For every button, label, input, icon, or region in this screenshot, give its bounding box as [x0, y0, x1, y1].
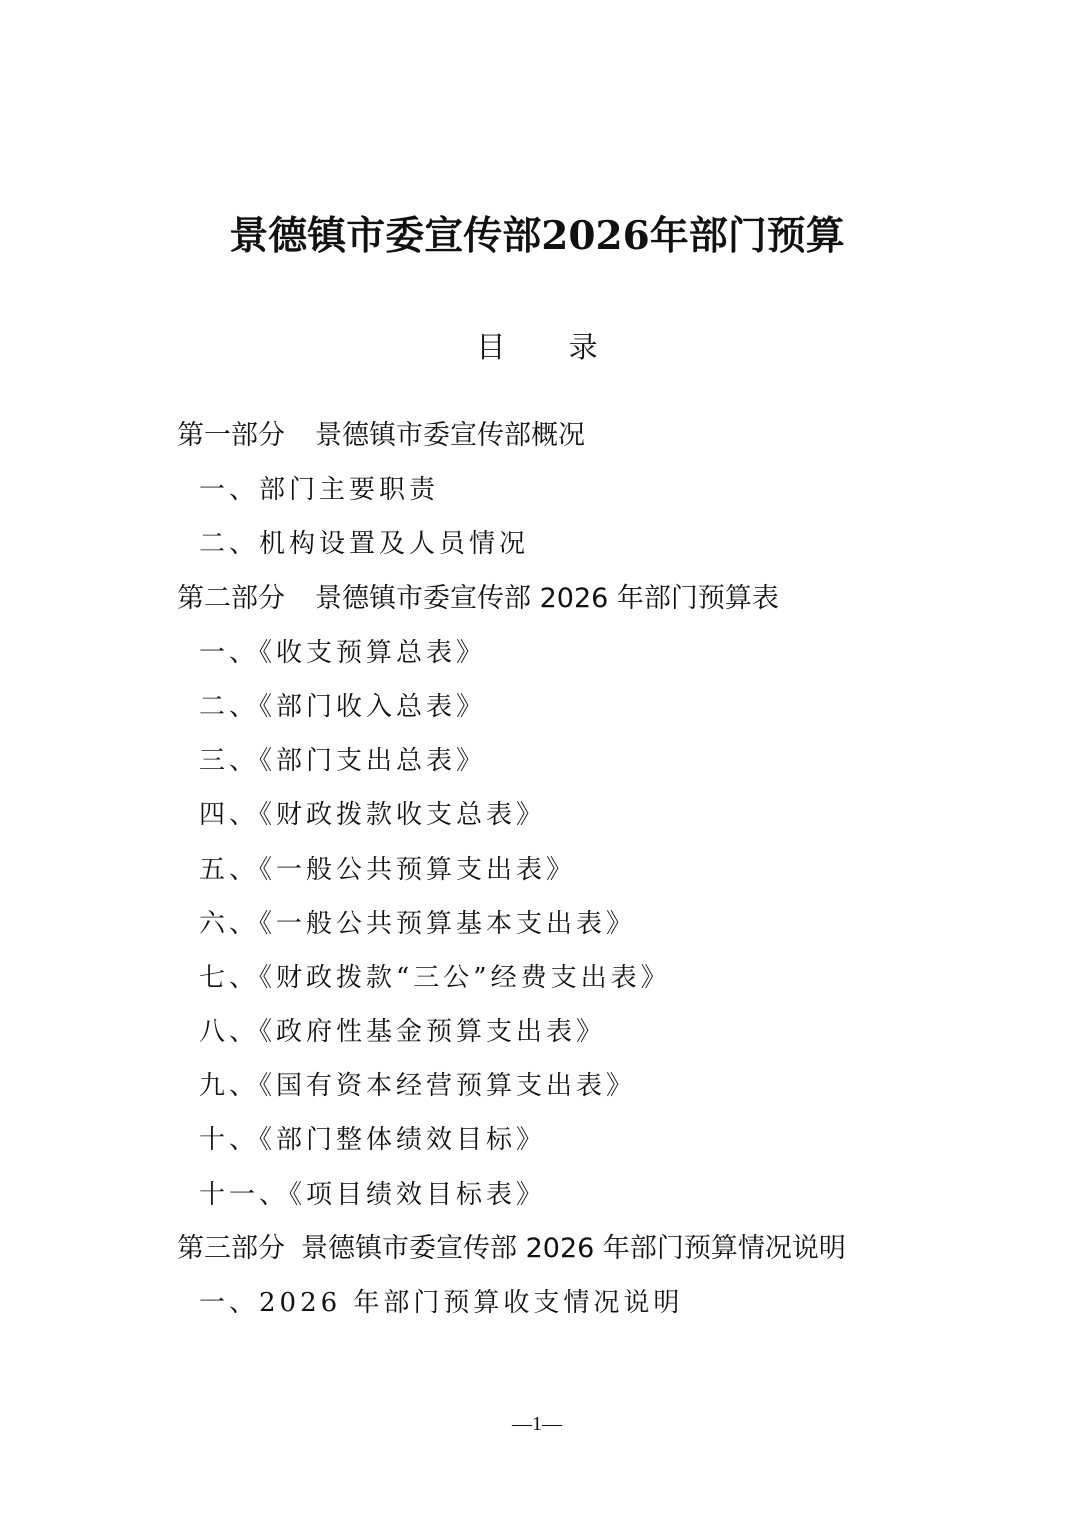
- section-number: 第三部分: [177, 1232, 285, 1264]
- toc-section-1: [177, 409, 1037, 463]
- section-number: 第二部分: [177, 582, 285, 614]
- toc-item: 一、2026 年部门预算收支情况说明: [199, 1288, 684, 1318]
- toc-section-3: [177, 1222, 1037, 1276]
- toc-item: 八、《政府性基金预算支出表》: [199, 1017, 607, 1048]
- toc-heading: [0, 326, 1074, 368]
- table-of-contents: [177, 409, 1037, 1330]
- toc-item: 四、《财政拨款收支总表》: [199, 800, 547, 831]
- toc-item: 一、部门主要职责: [199, 475, 440, 506]
- section-number: 第一部分: [177, 420, 285, 451]
- section-title: 景德镇市委宣传部 2026 年部门预算情况说明: [301, 1232, 846, 1264]
- toc-item: 一、《收支预算总表》: [199, 637, 487, 668]
- toc-item: 十、《部门整体绩效目标》: [199, 1125, 547, 1156]
- toc-section-2: [177, 572, 1037, 626]
- toc-item: 七、《财政拨款“三公”经费支出表》: [199, 962, 671, 993]
- section-title: 景德镇市委宣传部概况: [315, 420, 585, 451]
- section-title: 景德镇市委宣传部 2026 年部门预算表: [315, 582, 779, 614]
- toc-heading-left: 目: [476, 330, 506, 364]
- toc-item: 十一、《项目绩效目标表》: [199, 1179, 547, 1210]
- toc-item: 六、《一般公共预算基本支出表》: [199, 908, 637, 939]
- page-number: —1—: [512, 1413, 562, 1435]
- toc-item: 三、《部门支出总表》: [199, 746, 487, 777]
- toc-item: 五、《一般公共预算支出表》: [199, 854, 577, 885]
- toc-item: 九、《国有资本经营预算支出表》: [199, 1071, 637, 1102]
- page-title: 景德镇市委宣传部2026年部门预算: [229, 213, 845, 259]
- toc-heading-right: 录: [568, 330, 598, 364]
- toc-item: 二、机构设置及人员情况: [199, 529, 530, 560]
- toc-item: 二、《部门收入总表》: [199, 691, 487, 722]
